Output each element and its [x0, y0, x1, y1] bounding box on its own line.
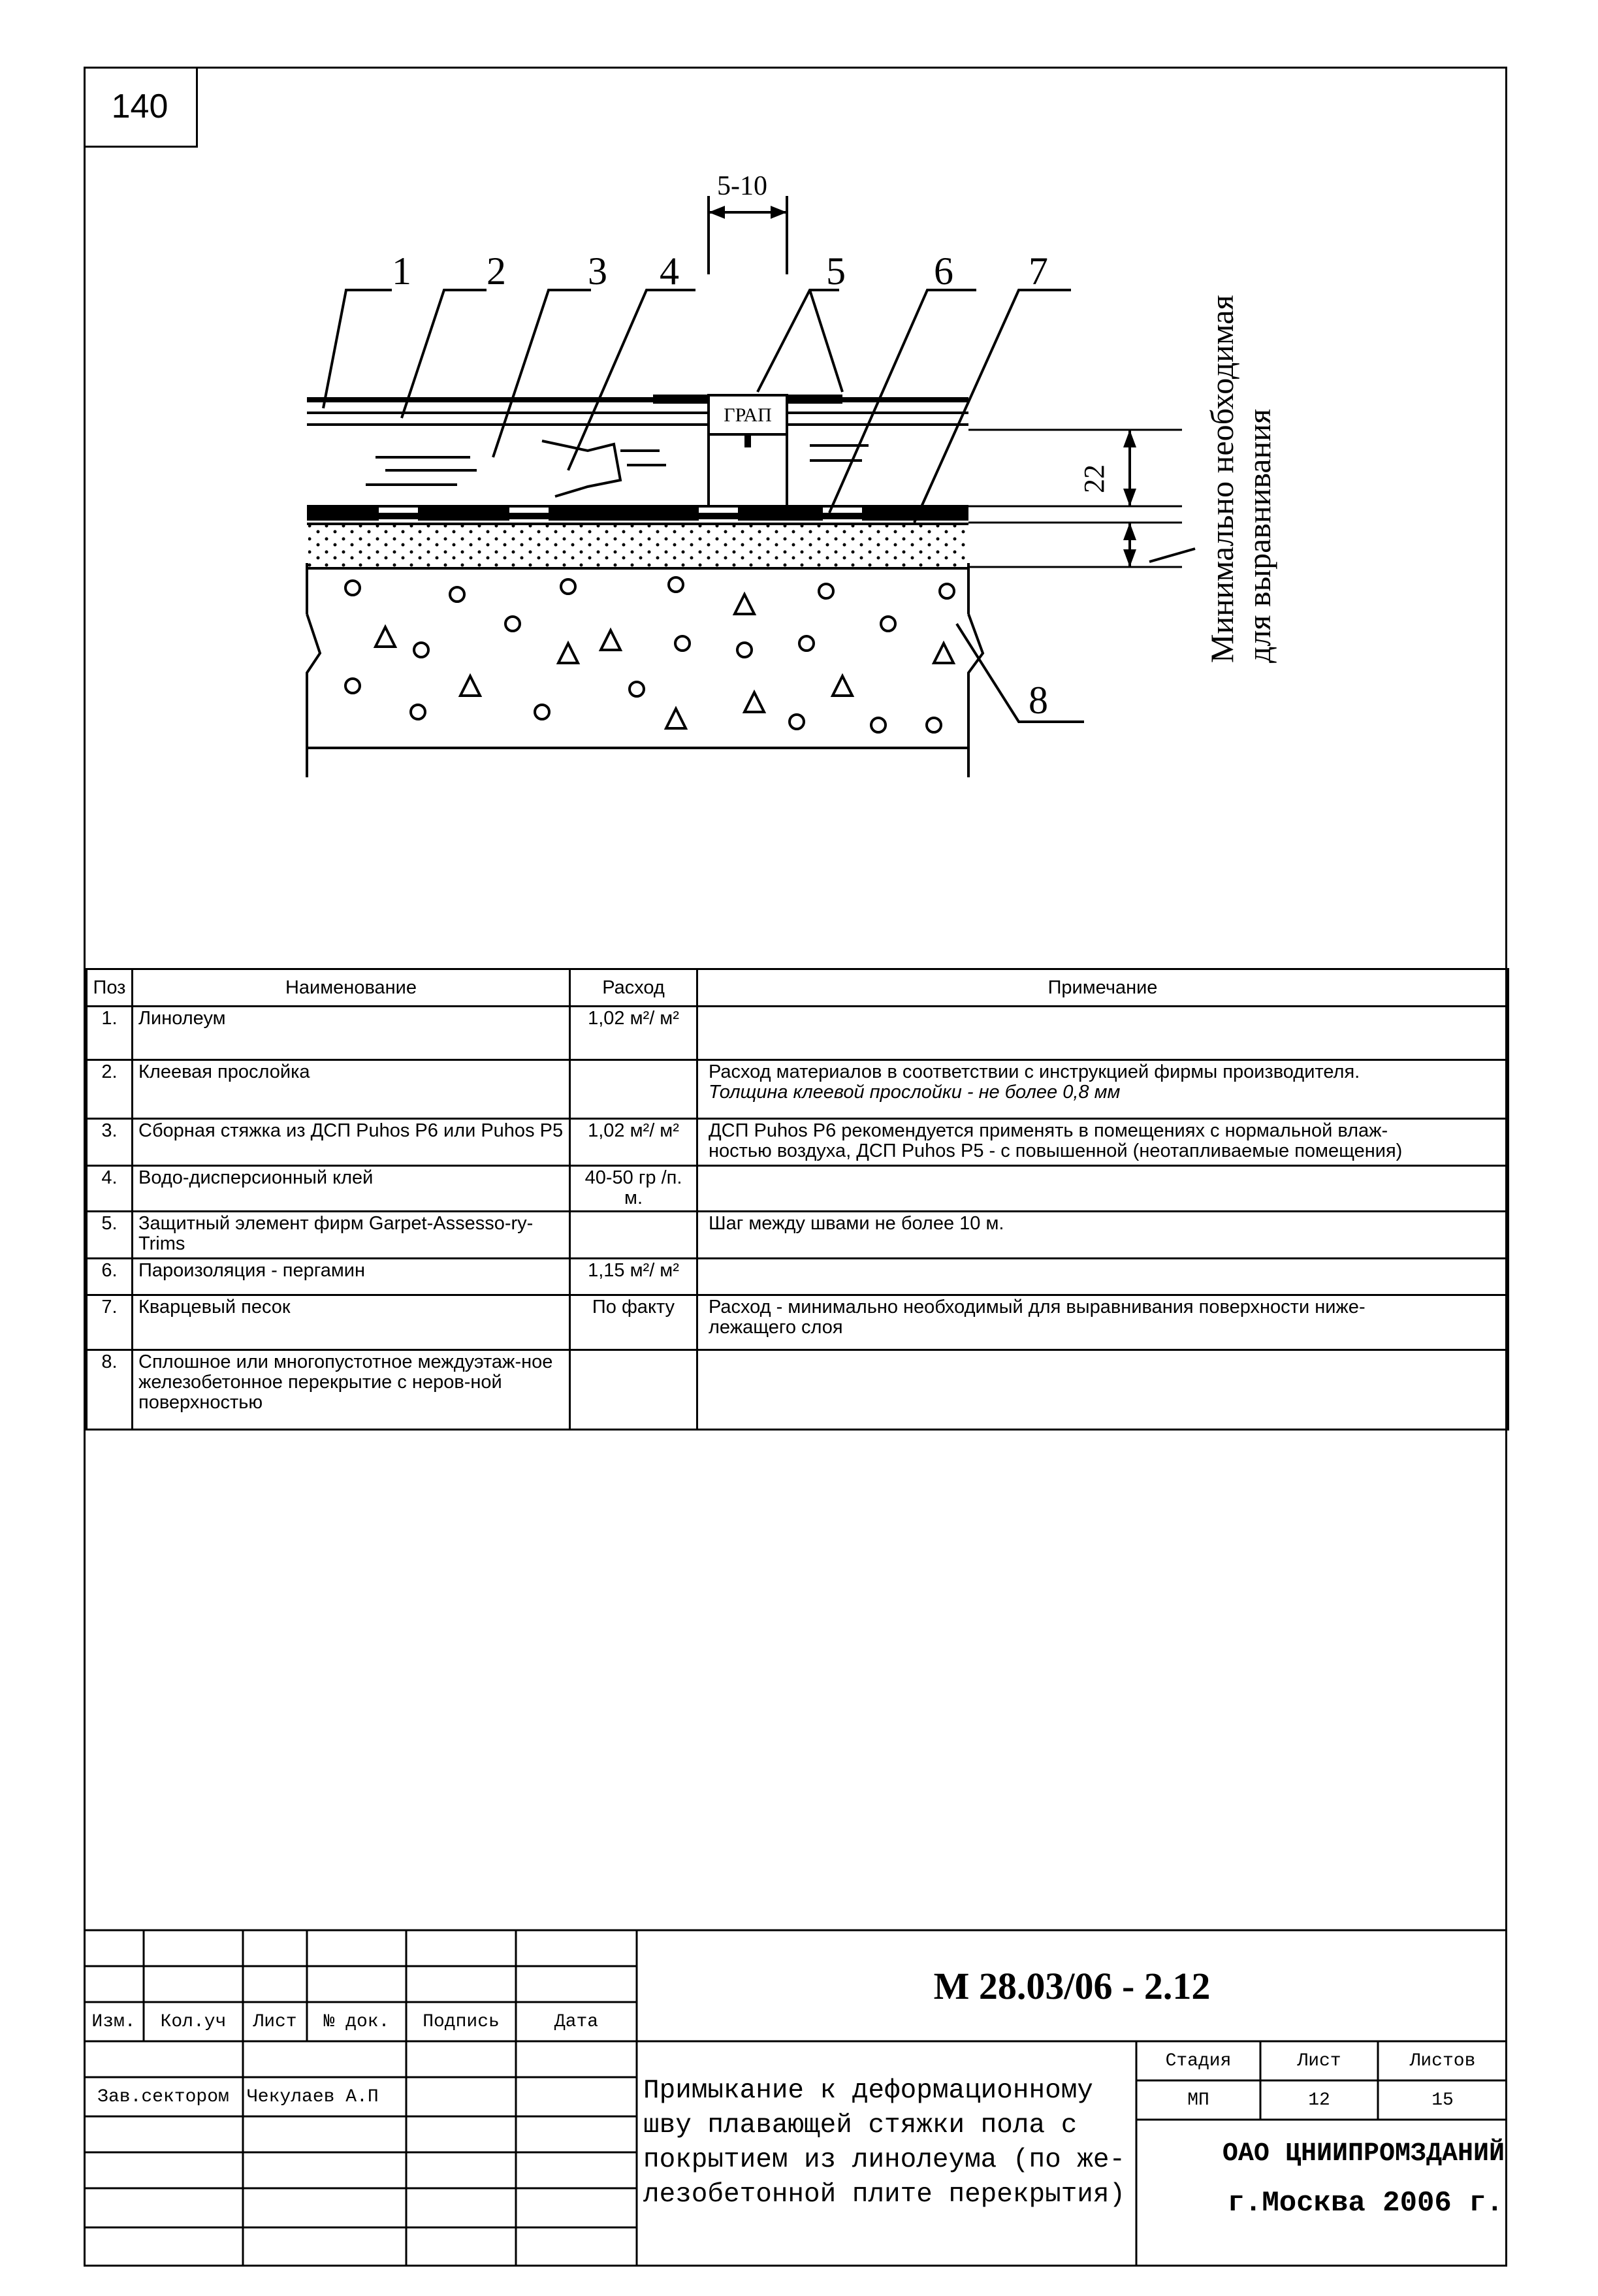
pos-label-5: 5 [826, 250, 846, 293]
col-header-rate: Расход [570, 969, 697, 1007]
row-note-line1: ДСП Puhos P6 рекомендуется применять в помещениях с нормальной влаж- [709, 1120, 1388, 1141]
drawing-title-line: шву плавающей стяжки пола с [643, 2110, 1078, 2141]
row-name: Пароизоляция - пергамин [133, 1259, 570, 1295]
row-rate: По факту [570, 1295, 697, 1350]
tb-sheets-value: 15 [1431, 2090, 1454, 2110]
row-pos: 3. [87, 1119, 133, 1166]
row-rate: 1,02 м²/ м² [570, 1119, 697, 1166]
col-header-name: Наименование [133, 969, 570, 1007]
row-pos: 5. [87, 1212, 133, 1259]
row-name: Защитный элемент фирм Garpet-Assesso-ry-Trims [133, 1212, 570, 1259]
pos-label-2: 2 [487, 250, 506, 293]
dimension-thickness-label: 22 [1078, 464, 1110, 493]
pos-label-3: 3 [588, 250, 607, 293]
tb-stage-label: Стадия [1165, 2050, 1232, 2071]
row-name: Линолеум [133, 1007, 570, 1060]
col-header-note: Примечание [697, 969, 1509, 1007]
row-pos: 2. [87, 1060, 133, 1119]
pos-label-4: 4 [660, 250, 679, 293]
drawing-title-line: лезобетонной плите перекрытия) [643, 2180, 1126, 2210]
tb-sheet-label: Лист [1297, 2050, 1341, 2071]
tb-role: Зав.сектором [97, 2086, 229, 2107]
tb-col-list: Лист [253, 2011, 297, 2032]
tb-col-signature: Подпись [423, 2011, 500, 2032]
side-note-line-2: для выравнивания [1241, 408, 1277, 663]
pos-label-1: 1 [392, 250, 411, 293]
row-name: Водо-дисперсионный клей [133, 1166, 570, 1212]
row-rate: 1,02 м²/ м² [570, 1007, 697, 1060]
document-code: М 28.03/06 - 2.12 [933, 1964, 1211, 2007]
organization-name: ОАО ЦНИИПРОМЗДАНИЙ [1222, 2139, 1505, 2169]
row-pos: 7. [87, 1295, 133, 1350]
row-name: Сплошное или многопустотное междуэтаж-ное железобетонное перекрытие с неров-ной поверхностью [133, 1350, 570, 1430]
row-pos: 1. [87, 1007, 133, 1060]
drawing-title [643, 2074, 1140, 2212]
row-name: Кварцевый песок [133, 1295, 570, 1350]
row-pos: 4. [87, 1166, 133, 1212]
tb-col-date: Дата [554, 2011, 599, 2032]
row-note-line2: Толщина клеевой прослойки - не более 0,8 мм [709, 1082, 1121, 1103]
tb-sheets-label: Листов [1409, 2050, 1476, 2071]
row-rate: 1,15 м²/ м² [570, 1259, 697, 1295]
pos-label-7: 7 [1029, 250, 1048, 293]
pos-label-6: 6 [934, 250, 953, 293]
page-number: 140 [84, 67, 198, 148]
city-year: г.Москва 2006 г. [1227, 2186, 1503, 2220]
tb-col-doc-no: № док. [323, 2011, 390, 2032]
pos-label-8: 8 [1029, 679, 1048, 722]
row-note-line1: Шаг между швами не более 10 м. [709, 1213, 1004, 1234]
row-pos: 8. [87, 1350, 133, 1430]
tb-person: Чекулаев А.П [247, 2086, 379, 2107]
row-name: Клеевая прослойка [133, 1060, 570, 1119]
row-note-line1: Расход - минимально необходимый для выравнивания поверхности ниже- [709, 1297, 1366, 1318]
row-pos: 6. [87, 1259, 133, 1295]
row-note-line1: Расход материалов в соответствии с инструкцией фирмы производителя. [709, 1061, 1360, 1082]
row-name: Сборная стяжка из ДСП Puhos P6 или Puhos P5 [133, 1119, 570, 1166]
tb-col-kol-uch: Кол.уч [160, 2011, 227, 2032]
tb-col-izm: Изм. [91, 2011, 136, 2032]
row-note-line2: лежащего слоя [709, 1317, 843, 1338]
row-note-line2: ностью воздуха, ДСП Puhos P5 - с повышенной (неотапливаемые помещения) [709, 1140, 1403, 1161]
dimension-gap-label: 5-10 [717, 171, 767, 201]
side-note-line-1: Минимально необходимая [1204, 295, 1240, 663]
row-rate: 40-50 гр /п. м. [570, 1166, 697, 1212]
col-header-pos: Поз [87, 969, 133, 1007]
drawing-title-line: Примыкание к деформационному [643, 2076, 1093, 2106]
joint-element-mark: ГРАП [724, 404, 772, 426]
tb-stage-value: МП [1187, 2090, 1209, 2110]
tb-sheet-value: 12 [1308, 2090, 1330, 2110]
drawing-title-line: покрытием из линолеума (по же- [643, 2145, 1126, 2175]
